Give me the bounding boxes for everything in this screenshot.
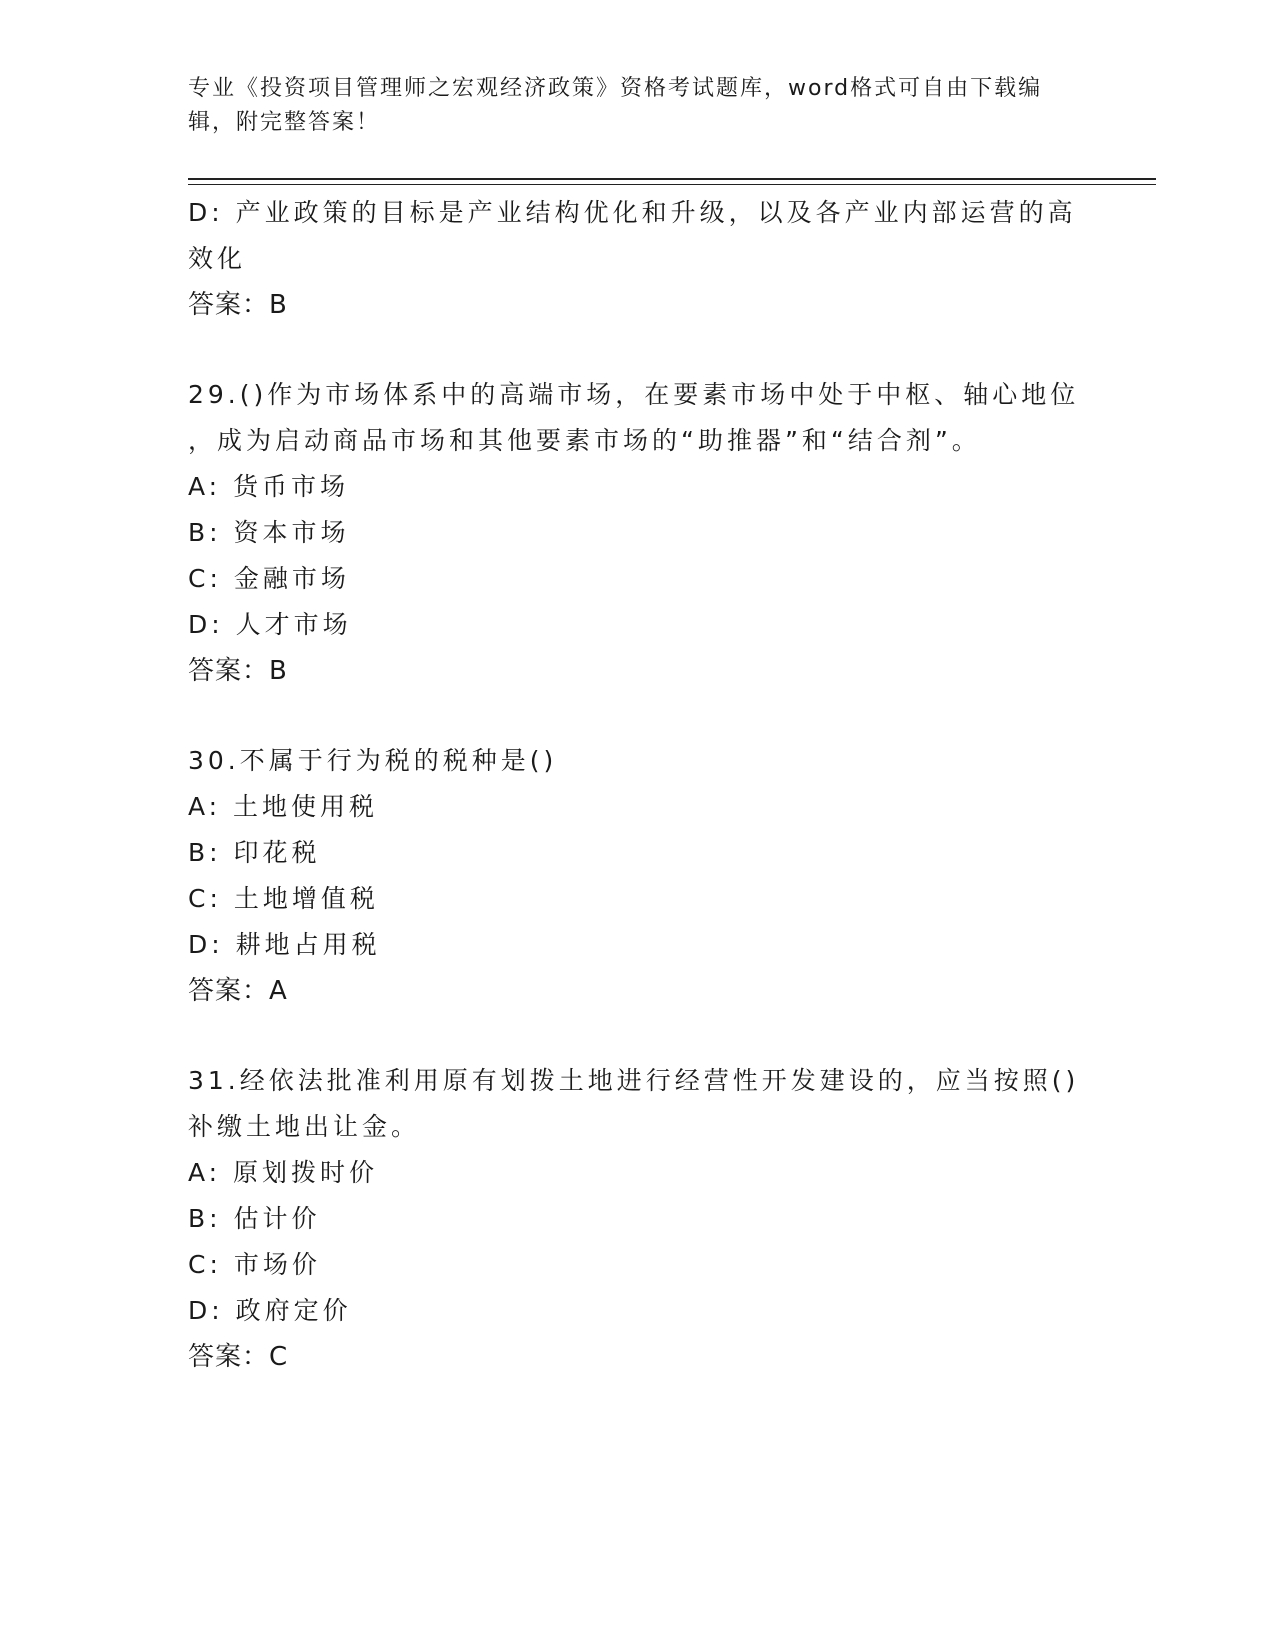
option-b: B: 印花税 xyxy=(188,838,321,867)
answer-line: 答案：B xyxy=(188,656,288,686)
question-28-tail xyxy=(188,190,1088,328)
question-stem-continued: 补缴土地出让金。 xyxy=(188,1112,421,1141)
question-stem: 31.经依法批准利用原有划拨土地进行经营性开发建设的，应当按照() xyxy=(188,1066,1080,1095)
option-c: C: 市场价 xyxy=(188,1250,321,1279)
header-line-2: 辑，附完整答案！ xyxy=(188,110,381,135)
option-d: D: 产业政策的目标是产业结构优化和升级，以及各产业内部运营的高 xyxy=(188,198,1077,227)
option-c: C: 土地增值税 xyxy=(188,884,379,913)
header-divider-thin xyxy=(188,184,1156,185)
answer-line: 答案：A xyxy=(188,976,288,1006)
option-a: A: 土地使用税 xyxy=(188,792,379,821)
option-a: A: 原划拨时价 xyxy=(188,1158,379,1187)
question-30 xyxy=(188,738,1088,1014)
question-31 xyxy=(188,1058,1088,1380)
question-list xyxy=(188,190,1088,1424)
header-divider-thick xyxy=(188,178,1156,180)
option-d-continued: 效化 xyxy=(188,244,247,273)
header-line-1: 专业《投资项目管理师之宏观经济政策》资格考试题库，word格式可自由下载编 xyxy=(188,76,1043,101)
option-c: C: 金融市场 xyxy=(188,564,350,593)
question-stem-continued: ，成为启动商品市场和其他要素市场的“助推器”和“结合剂”。 xyxy=(188,426,981,455)
question-stem: 30.不属于行为税的税种是() xyxy=(188,746,558,775)
option-d: D: 政府定价 xyxy=(188,1296,352,1325)
option-b: B: 资本市场 xyxy=(188,518,350,547)
option-d: D: 耕地占用税 xyxy=(188,930,381,959)
question-stem: 29.()作为市场体系中的高端市场，在要素市场中处于中枢、轴心地位 xyxy=(188,380,1080,409)
option-b: B: 估计价 xyxy=(188,1204,321,1233)
answer-line: 答案：C xyxy=(188,1342,289,1372)
answer-line: 答案：B xyxy=(188,290,288,320)
document-header xyxy=(188,72,1068,140)
option-a: A: 货币市场 xyxy=(188,472,350,501)
option-d: D: 人才市场 xyxy=(188,610,352,639)
question-29 xyxy=(188,372,1088,694)
